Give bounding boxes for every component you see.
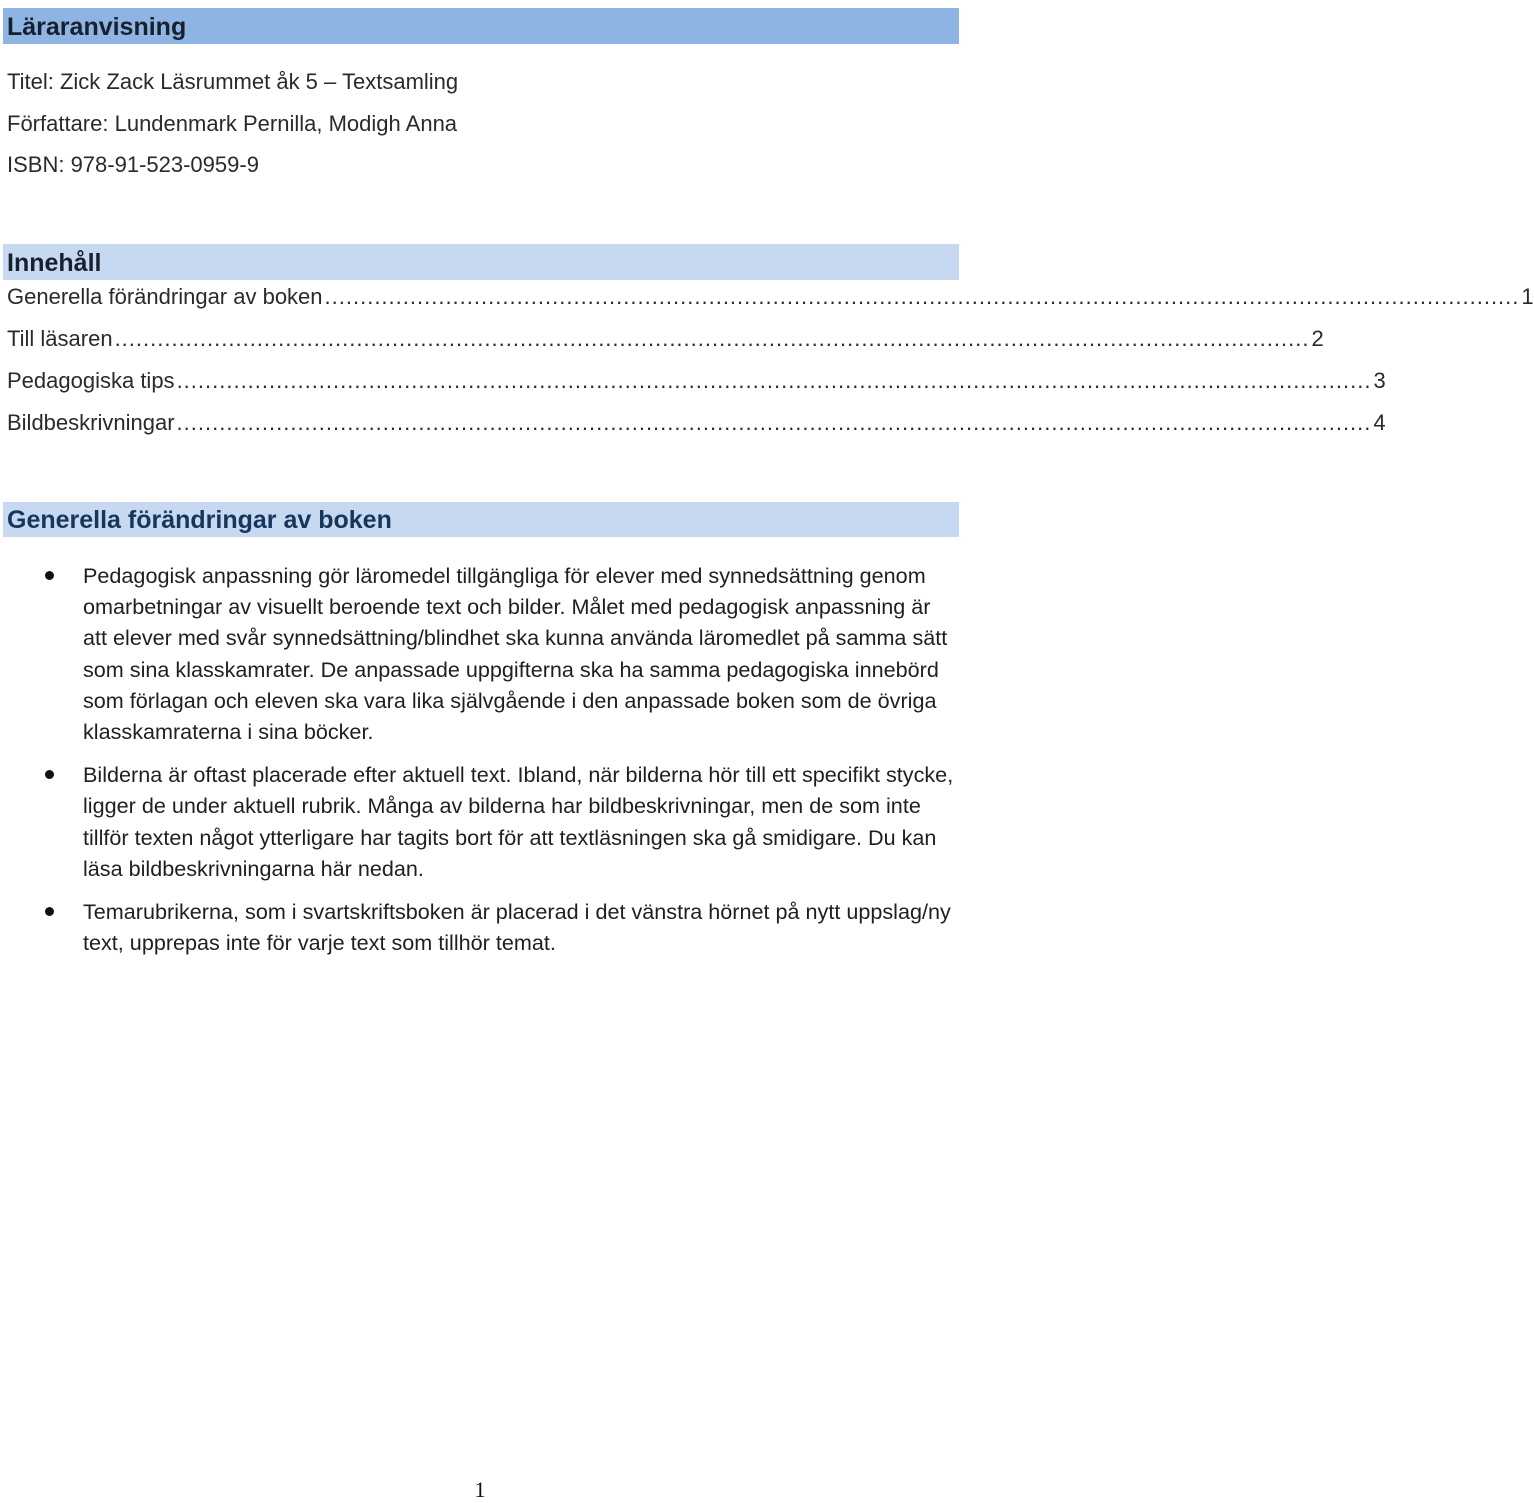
toc-entry-page: 2 [1311, 326, 1324, 351]
list-item-text: Pedagogisk anpassning gör läromedel tillgängliga för elever med synnedsättning genom omarbetningar av visuellt beroende text och bilder. Målet med pedagogisk anpassning är att elever med svår synnedsättning/blindhet ska kunna använda läromedlet på samma sätt som sina klasskamrater. De anpassade uppgifterna ska ha samma pedagogiska innebörd som förlagan och eleven ska vara lika självgående i den anpassade boken som de övriga klasskamraterna i sina böcker. [83, 563, 948, 745]
list-item [0, 560, 960, 747]
bullet-icon [45, 907, 54, 916]
bullet-icon [45, 571, 54, 580]
list-item [0, 896, 960, 958]
toc-entry[interactable] [7, 409, 1386, 437]
toc-entry[interactable] [7, 283, 1534, 311]
list-item-text: Temarubrikerna, som i svartskriftsboken är placerad i det vänstra hörnet på nytt uppslag/ny text, upprepas inte för varje text som tillhör temat. [83, 899, 951, 956]
page-number: 1 [474, 1477, 486, 1502]
main-heading: Läraranvisning [3, 8, 959, 44]
toc-entry-page: 4 [1373, 410, 1386, 435]
book-authors: Författare: Lundenmark Pernilla, Modigh Anna [7, 111, 458, 136]
toc-entry-label: Bildbeskrivningar [7, 410, 175, 435]
bullet-icon [45, 770, 54, 779]
toc-entry-label: Pedagogiska tips [7, 368, 175, 393]
toc-heading: Innehåll [3, 244, 959, 280]
toc-leader: ........................................................................................................................................................................ [176, 368, 1372, 393]
section-heading: Generella förändringar av boken [3, 502, 959, 537]
list-item [0, 759, 960, 884]
bullet-list [0, 560, 960, 970]
toc-entry-label: Till läsaren [7, 326, 113, 351]
toc-entry[interactable] [7, 325, 1324, 353]
book-title: Titel: Zick Zack Läsrummet åk 5 – Textsamling [7, 69, 459, 94]
toc-entry-label: Generella förändringar av boken [7, 284, 323, 309]
toc-entry-page: 3 [1373, 368, 1386, 393]
toc-leader: ........................................................................................................................................................................ [114, 326, 1310, 351]
toc-leader: ........................................................................................................................................................................ [324, 284, 1520, 309]
toc-entry[interactable] [7, 367, 1386, 395]
list-item-text: Bilderna är oftast placerade efter aktuell text. Ibland, när bilderna hör till ett specifikt stycke, ligger de under aktuell rubrik. Många av bilderna har bildbeskrivningar, men de som inte tillför texten något ytterligare har tagits bort för att textläsningen ska gå smidigare. Du kan läsa bildbeskrivningarna här nedan. [83, 762, 954, 881]
toc-entry-page: 1 [1521, 284, 1534, 309]
toc-leader: ........................................................................................................................................................................ [176, 410, 1372, 435]
book-isbn: ISBN: 978-91-523-0959-9 [7, 152, 259, 177]
